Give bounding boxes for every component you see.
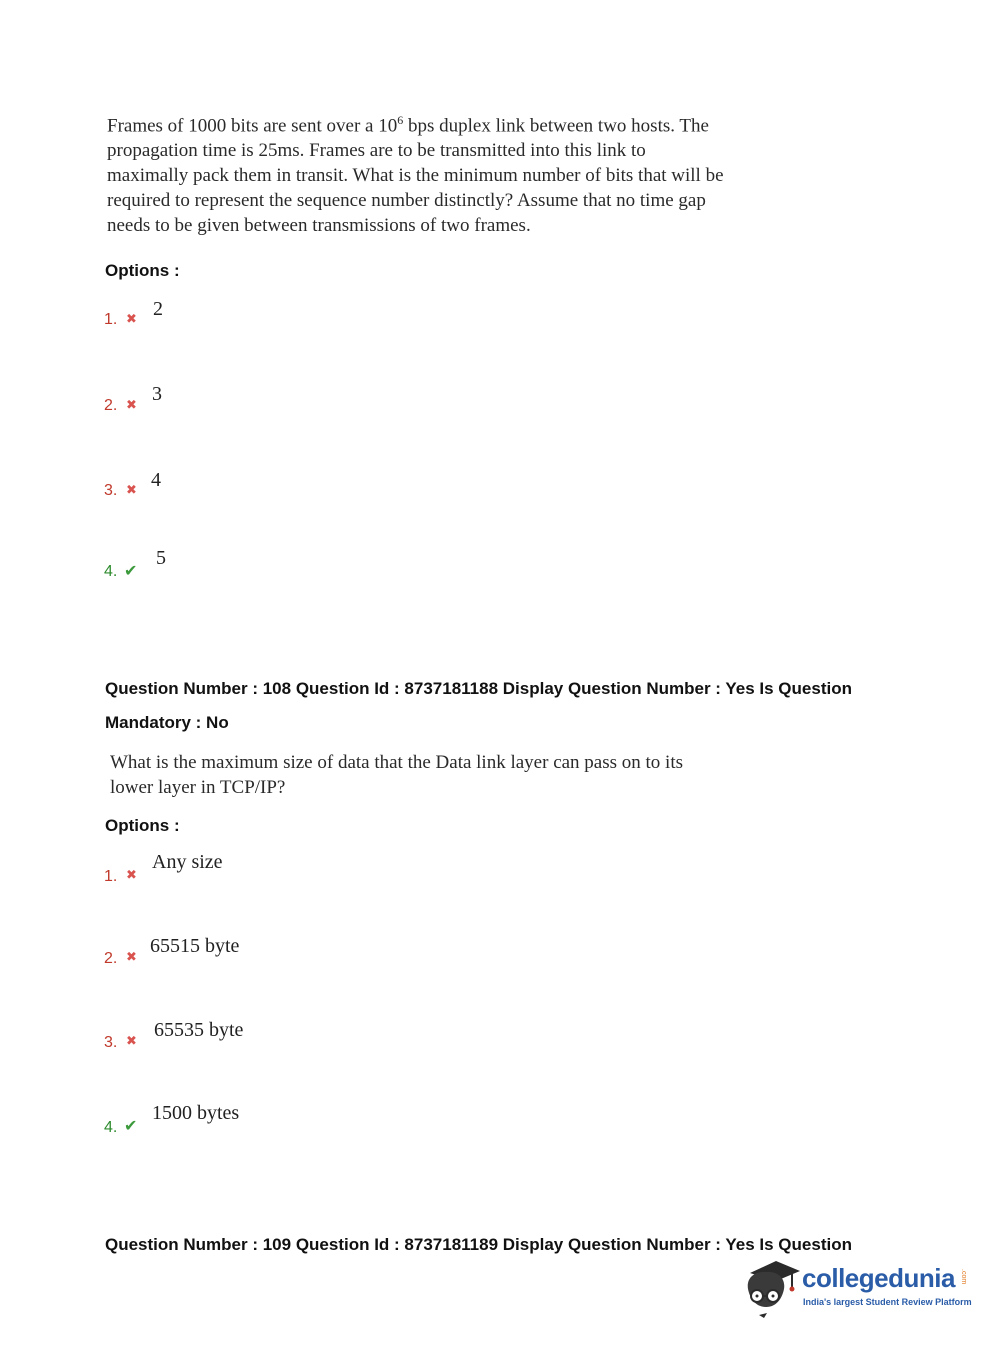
student-mascot-icon [742, 1255, 804, 1325]
option-value: 2 [153, 298, 163, 320]
cross-icon: ✖ [126, 311, 137, 326]
question-107-text-part-1: Frames of 1000 bits are sent over a 10 [107, 115, 398, 137]
superscript-exponent: 6 [397, 113, 404, 127]
option-value: 65535 byte [154, 1019, 244, 1041]
question-107-text-part-2: bps duplex link between two hosts. The propagation time is 25ms. Frames are to be transmitted into this link to maximally pack them in transit. What is the minimum number of bits that will be required to represent the sequence number distinctly? Assume that no time gap needs to be given between transmissions of two frames. [107, 115, 724, 237]
cross-icon: ✖ [126, 1033, 137, 1048]
logo-suffix: .com [960, 1269, 967, 1285]
option-number: 4. [104, 563, 118, 580]
question-109-meta-line-1: Question Number : 109 Question Id : 8737181189 Display Question Number : Yes Is Question [105, 1235, 852, 1254]
option-number: 1. [104, 868, 118, 885]
option-value: 65515 byte [150, 935, 240, 957]
cross-icon: ✖ [126, 482, 137, 497]
check-icon: ✔ [124, 1118, 138, 1135]
question-107-text [107, 108, 727, 238]
option-number: 3. [104, 482, 118, 499]
cross-icon: ✖ [126, 397, 137, 412]
options-label: Options : [105, 816, 180, 835]
option-value: 4 [151, 469, 161, 491]
logo-wordmark: collegedunia [802, 1263, 955, 1293]
cross-icon: ✖ [126, 949, 137, 964]
options-label: Options : [105, 261, 180, 280]
logo-tagline: India's largest Student Review Platform [803, 1297, 972, 1307]
check-icon: ✔ [124, 563, 138, 580]
collegedunia-logo [742, 1255, 972, 1325]
option-value: 1500 bytes [152, 1102, 240, 1124]
option-value: Any size [152, 851, 223, 873]
option-value: 5 [156, 547, 166, 569]
option-number: 2. [104, 950, 118, 967]
option-number: 2. [104, 397, 118, 414]
question-108-meta-line-1: Question Number : 108 Question Id : 8737181188 Display Question Number : Yes Is Question [105, 679, 852, 698]
option-number: 4. [104, 1119, 118, 1136]
cross-icon: ✖ [126, 867, 137, 882]
question-108-meta-line-2: Mandatory : No [105, 713, 229, 732]
option-number: 1. [104, 311, 118, 328]
option-value: 3 [152, 383, 162, 405]
option-number: 3. [104, 1034, 118, 1051]
question-108-text: What is the maximum size of data that the Data link layer can pass on to its lower layer in TCP/IP? [110, 752, 684, 798]
